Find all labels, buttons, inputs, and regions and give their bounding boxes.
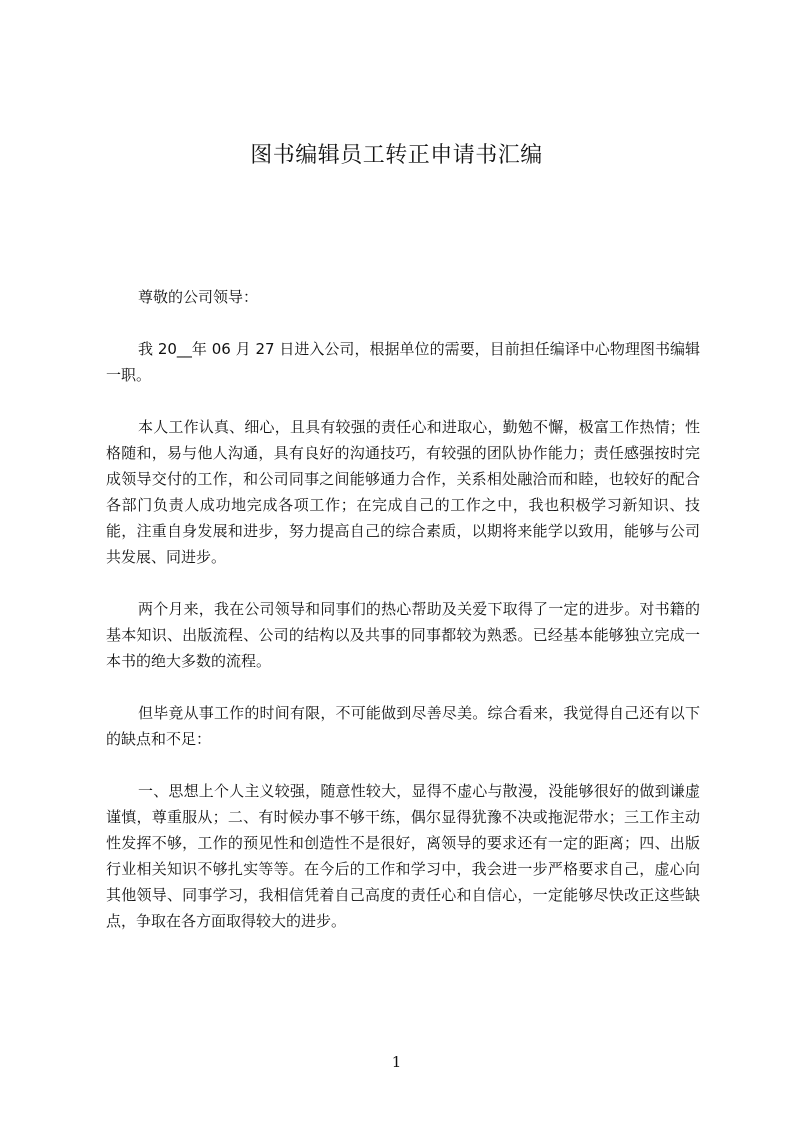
paragraph-3: 两个月来，我在公司领导和同事们的热心帮助及关爱下取得了一定的进步。对书籍的基本知识、出版流程、公司的结构以及共事的同事都较为熟悉。已经基本能够独立完成一本书的绝大多数的流程。	[106, 600, 700, 670]
paragraph-4: 但毕竟从事工作的时间有限，不可能做到尽善尽美。综合看来，我觉得自己还有以下的缺点和不足：	[106, 704, 700, 748]
paragraph-2: 本人工作认真、细心，且具有较强的责任心和进取心，勤勉不懈，极富工作热情；性格随和，易与他人沟通，具有良好的沟通技巧，有较强的团队协作能力；责任感强按时完成领导交付的工作，和公司同事之间能够通力合作，关系相处融洽而和睦，也较好的配合各部门负责人成功地完成各项工作；在完成自己的工作之中，我也积极学习新知识、技能，注重自身发展和进步，努力提高自己的综合素质，以期将来能学以致用，能够与公司共发展、同进步。	[106, 418, 700, 566]
paragraph-1: 我 20__年 06 月 27 日进入公司，根据单位的需要，目前担任编译中心物理图书编辑一职。	[106, 340, 700, 384]
paragraph-5: 一、思想上个人主义较强，随意性较大，显得不虚心与散漫，没能够很好的做到谦虚谨慎，尊重服从；二、有时候办事不够干练，偶尔显得犹豫不决或拖泥带水；三工作主动性发挥不够，工作的预见性和创造性不是很好，离领导的要求还有一定的距离；四、出版行业相关知识不够扎实等等。在今后的工作和学习中，我会进一步严格要求自己，虚心向其他领导、同事学习，我相信凭着自己高度的责任心和自信心，一定能够尽快改正这些缺点，争取在各方面取得较大的进步。	[106, 782, 700, 930]
document-title: 图书编辑员工转正申请书汇编	[250, 143, 543, 168]
salutation: 尊敬的公司领导：	[138, 288, 259, 306]
page-number: 1	[391, 1053, 402, 1071]
document-body	[106, 284, 700, 960]
